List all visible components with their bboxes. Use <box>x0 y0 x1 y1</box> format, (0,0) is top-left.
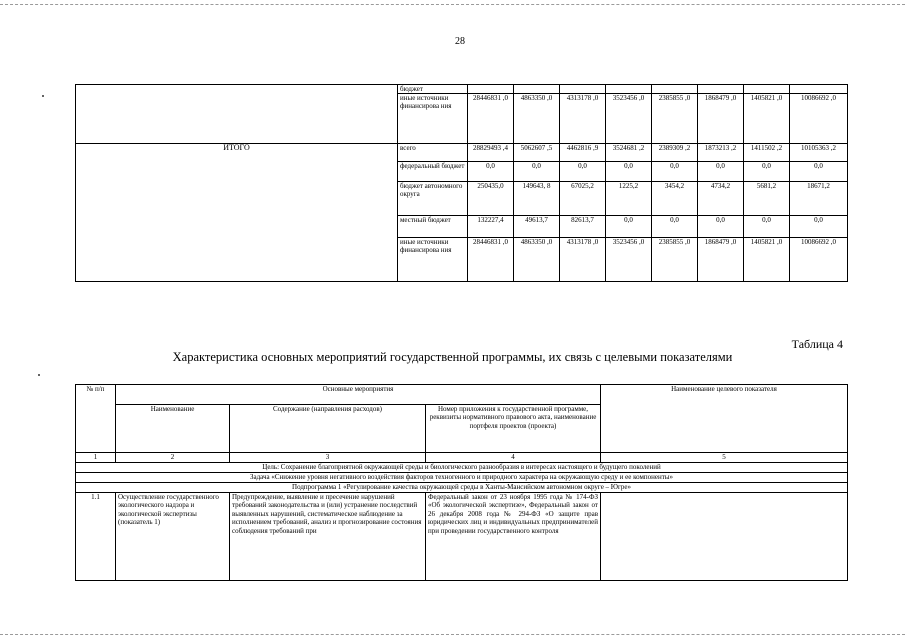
finance-value: 0,0 <box>698 162 744 182</box>
finance-value: 1405821 ,0 <box>744 238 790 282</box>
finance-value: 0,0 <box>560 162 606 182</box>
scan-top-edge <box>0 4 905 5</box>
table-title: Характеристика основных мероприятий государственной программы, их связь с целевыми показателями <box>172 350 733 364</box>
col-number: 5 <box>601 453 848 463</box>
finance-value: 149643, 8 <box>514 182 560 216</box>
measure-name: Осуществление государственного экологического надзора и экологической экспертизы (показатель 1) <box>116 493 230 581</box>
col-number: 2 <box>116 453 230 463</box>
finance-value: 10086692 ,0 <box>790 238 848 282</box>
finance-value: 0,0 <box>652 216 698 238</box>
scan-speck <box>42 95 44 97</box>
column-numbers-row <box>76 453 848 463</box>
page-number: 28 <box>455 36 465 47</box>
finance-value: 4863350 ,0 <box>514 94 560 144</box>
finance-value: 0,0 <box>790 216 848 238</box>
source-label: федеральный бюджет <box>398 162 468 182</box>
finance-table <box>75 84 848 282</box>
finance-value-cell <box>606 85 652 94</box>
appendix-header: Номер приложения к государственной программе, реквизиты нормативного правового акта, наименование портфеля проектов (проекта) <box>426 405 601 453</box>
finance-value: 67025,2 <box>560 182 606 216</box>
source-label: иные источники финансирова ния <box>398 94 468 144</box>
scan-speck <box>38 374 40 376</box>
source-label: бюджет <box>398 85 468 94</box>
name-header: Наименование <box>116 405 230 453</box>
col-num-header: № п/п <box>76 385 116 453</box>
finance-table-body <box>76 85 848 282</box>
finance-value-cell <box>744 85 790 94</box>
source-label: всего <box>398 144 468 162</box>
finance-value: 1411502 ,2 <box>744 144 790 162</box>
finance-value-cell <box>560 85 606 94</box>
finance-value: 4462816 ,9 <box>560 144 606 162</box>
finance-value-cell <box>514 85 560 94</box>
finance-value: 0,0 <box>698 216 744 238</box>
finance-value: 28446831 ,0 <box>468 94 514 144</box>
finance-value: 28829493 ,4 <box>468 144 514 162</box>
goal-row <box>76 463 848 473</box>
finance-value: 49613,7 <box>514 216 560 238</box>
finance-value: 2389309 ,2 <box>652 144 698 162</box>
finance-value: 4863350 ,0 <box>514 238 560 282</box>
indicator-name-header: Наименование целевого показателя <box>601 385 848 453</box>
finance-value: 4313178 ,0 <box>560 238 606 282</box>
finance-value: 5062607 ,5 <box>514 144 560 162</box>
header-row <box>76 385 848 405</box>
finance-value: 0,0 <box>514 162 560 182</box>
finance-value: 0,0 <box>790 162 848 182</box>
col-number: 1 <box>76 453 116 463</box>
finance-row <box>76 85 848 94</box>
finance-value: 3523456 ,0 <box>606 238 652 282</box>
finance-value: 1873213 ,2 <box>698 144 744 162</box>
col-number: 3 <box>230 453 426 463</box>
finance-value: 0,0 <box>744 216 790 238</box>
finance-value: 10105363 ,2 <box>790 144 848 162</box>
finance-value: 1405821 ,0 <box>744 94 790 144</box>
col-number: 4 <box>426 453 601 463</box>
scan-bottom-edge <box>0 634 905 635</box>
blank-cell <box>76 85 398 144</box>
finance-value: 28446831 ,0 <box>468 238 514 282</box>
finance-value: 5681,2 <box>744 182 790 216</box>
main-measures-header: Основные мероприятия <box>116 385 601 405</box>
finance-value: 4313178 ,0 <box>560 94 606 144</box>
measure-num: 1.1 <box>76 493 116 581</box>
finance-value: 4734,2 <box>698 182 744 216</box>
finance-value: 3454,2 <box>652 182 698 216</box>
finance-value: 2385855 ,0 <box>652 238 698 282</box>
table-label: Таблица 4 <box>791 337 843 351</box>
finance-value: 1225,2 <box>606 182 652 216</box>
finance-value-cell <box>698 85 744 94</box>
finance-value: 1868479 ,0 <box>698 238 744 282</box>
finance-value-cell <box>790 85 848 94</box>
source-label: бюджет автономного округа <box>398 182 468 216</box>
subprogram-row <box>76 483 848 493</box>
source-label: местный бюджет <box>398 216 468 238</box>
finance-row <box>76 144 848 162</box>
finance-value: 3524681 ,2 <box>606 144 652 162</box>
measure-row <box>76 493 848 581</box>
finance-value: 0,0 <box>468 162 514 182</box>
source-label: иные источники финансирова ния <box>398 238 468 282</box>
goal-text: Цель: Сохранение благоприятной окружающей среды и биологического разнообразия в интересах настоящего и будущего поколений <box>76 463 848 473</box>
content-header: Содержание (направления расходов) <box>230 405 426 453</box>
measure-content: Предупреждение, выявление и пресечение нарушений требований законодательства и (или) устранение последствий выявленных нарушений, систематическое наблюдение за исполнением требований, анализ и прогнозирование состояния соблюдения требований при <box>230 493 426 581</box>
itogo-label: ИТОГО <box>76 144 398 282</box>
measures-table <box>75 384 848 581</box>
finance-value: 0,0 <box>606 216 652 238</box>
measure-indicator <box>601 493 848 581</box>
finance-value: 250435,0 <box>468 182 514 216</box>
finance-value: 1868479 ,0 <box>698 94 744 144</box>
finance-value: 132227,4 <box>468 216 514 238</box>
finance-value: 0,0 <box>652 162 698 182</box>
finance-value: 0,0 <box>744 162 790 182</box>
measure-appendix: Федеральный закон от 23 ноября 1995 года № 174-ФЗ «Об экологической экспертизе», Федеральный закон от 26 декабря 2008 года № 294-ФЗ «О защите прав юридических лиц и индивидуальных предпринимателей при проведении государственного контроля <box>426 493 601 581</box>
finance-value: 2385855 ,0 <box>652 94 698 144</box>
subprogram-text: Подпрограмма 1 «Регулирование качества окружающей среды в Ханты-Мансийском автономном округе – Югре» <box>76 483 848 493</box>
finance-value: 0,0 <box>606 162 652 182</box>
finance-value: 3523456 ,0 <box>606 94 652 144</box>
finance-value-cell <box>468 85 514 94</box>
task-text: Задача «Снижение уровня негативного воздействия факторов техногенного и природного характера на окружающую среду и ее компоненты» <box>76 473 848 483</box>
finance-value: 82613,7 <box>560 216 606 238</box>
task-row <box>76 473 848 483</box>
finance-value: 10086692 ,0 <box>790 94 848 144</box>
finance-value-cell <box>652 85 698 94</box>
finance-value: 18671,2 <box>790 182 848 216</box>
